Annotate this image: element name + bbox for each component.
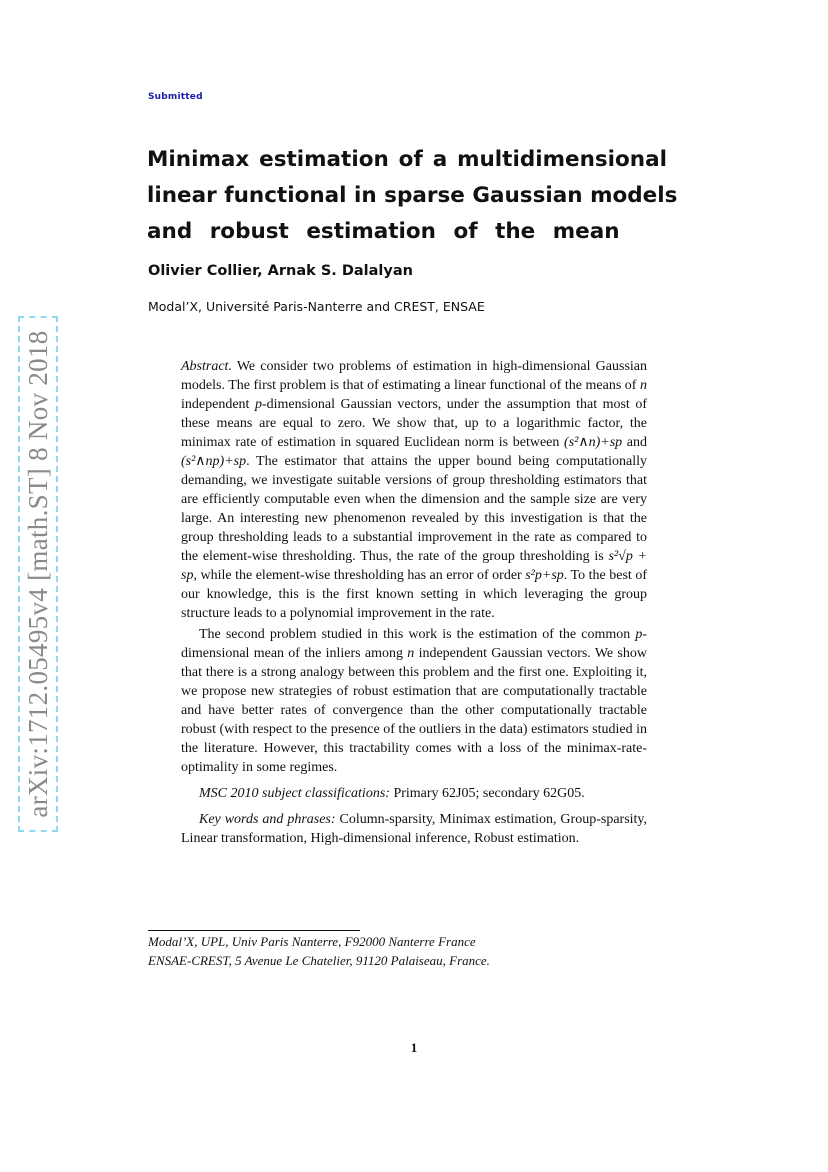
keywords: [181, 810, 647, 848]
title-line-1: Minimax estimation of a multidimensional: [147, 147, 667, 172]
abstract-text: and: [622, 435, 648, 450]
page-number: 1: [410, 1040, 418, 1055]
footnote-rule: [148, 930, 360, 931]
math-n: n: [407, 646, 415, 661]
title-line-3: and robust estimation of the mean: [147, 219, 620, 244]
math-n: n: [640, 378, 647, 393]
abstract-paragraph-1: [181, 357, 647, 623]
authors: Olivier Collier, Arnak S. Dalalyan: [148, 263, 413, 279]
footnote-2: ENSAE-CREST, 5 Avenue Le Chatelier, 91120 Palaiseau, France.: [148, 953, 490, 968]
math-rate-lower: (s²∧n)+sp: [564, 435, 623, 450]
math-rate-upper: (s²∧np)+sp: [181, 454, 247, 469]
abstract: [181, 357, 647, 848]
abstract-text: The second problem studied in this work is the estimation of the common: [199, 627, 636, 642]
abstract-text: -dimensional mean of the inliers among: [181, 627, 647, 661]
affiliation: Modal’X, Université Paris-Nanterre and CREST, ENSAE: [148, 299, 485, 314]
abstract-text: , while the element-wise thresholding has an error of order: [193, 568, 526, 583]
abstract-text: . To the best of our knowledge, this is the first known setting in which leveraging the group structure leads to a polynomial improvement in the rate.: [181, 568, 647, 621]
abstract-label: Abstract.: [181, 359, 232, 374]
title-line-2: linear functional in sparse Gaussian models: [147, 183, 678, 208]
msc-label: MSC 2010 subject classifications:: [199, 786, 390, 801]
keywords-label: Key words and phrases:: [199, 812, 336, 827]
msc-text: Primary 62J05; secondary 62G05.: [389, 786, 585, 801]
msc-classification: [181, 784, 647, 803]
submission-status: Submitted: [148, 92, 203, 102]
abstract-text: . The estimator that attains the upper bound being computationally demanding, we investigate suitable versions of group thresholding estimators that are efficiently computable even when the dimension and the sample size are very large. An interesting new phenomenon revealed by this investigation is that the group thresholding leads to a substantial improvement in the rate as compared to the element-wise thresholding. Thus, the rate of the group thresholding is: [181, 454, 647, 564]
abstract-text: We consider two problems of estimation in high-dimensional Gaussian models. The first problem is that of estimating a linear functional of the means of: [181, 359, 647, 393]
footnotes: [148, 932, 490, 970]
math-rate-group: s²√p + sp: [181, 549, 648, 583]
paper-title: [147, 142, 678, 250]
abstract-text: -dimensional Gaussian vectors, under the assumption that most of these means are equal to zero. We show that, up to a logarithmic factor, the minimax rate of estimation in squared Euclidean norm is between: [181, 397, 647, 450]
math-p: p: [635, 627, 643, 642]
keywords-text: Column-sparsity, Minimax estimation, Group-sparsity, Linear transformation, High-dimensional inference, Robust estimation.: [181, 812, 648, 846]
arxiv-identifier-stamp: arXiv:1712.05495v4 [math.ST] 8 Nov 2018: [18, 316, 58, 832]
abstract-text: independent: [181, 397, 255, 412]
footnote-1: Modal’X, UPL, Univ Paris Nanterre, F92000 Nanterre France: [148, 934, 476, 949]
abstract-text: independent Gaussian vectors. We show that there is a strong analogy between this problem and the first one. Exploiting it, we propose new strategies of robust estimation that are computationally tractable and have better rates of convergence than the other computationally tractable robust (with respect to the presence of the outliers in the data) estimators studied in the literature. However, this tractability comes with a loss of the minimax-rate-optimality in some regimes.: [181, 646, 647, 775]
abstract-paragraph-2: [181, 625, 647, 777]
math-rate-elementwise: s²p+sp: [525, 568, 564, 583]
math-p: p: [254, 397, 262, 412]
